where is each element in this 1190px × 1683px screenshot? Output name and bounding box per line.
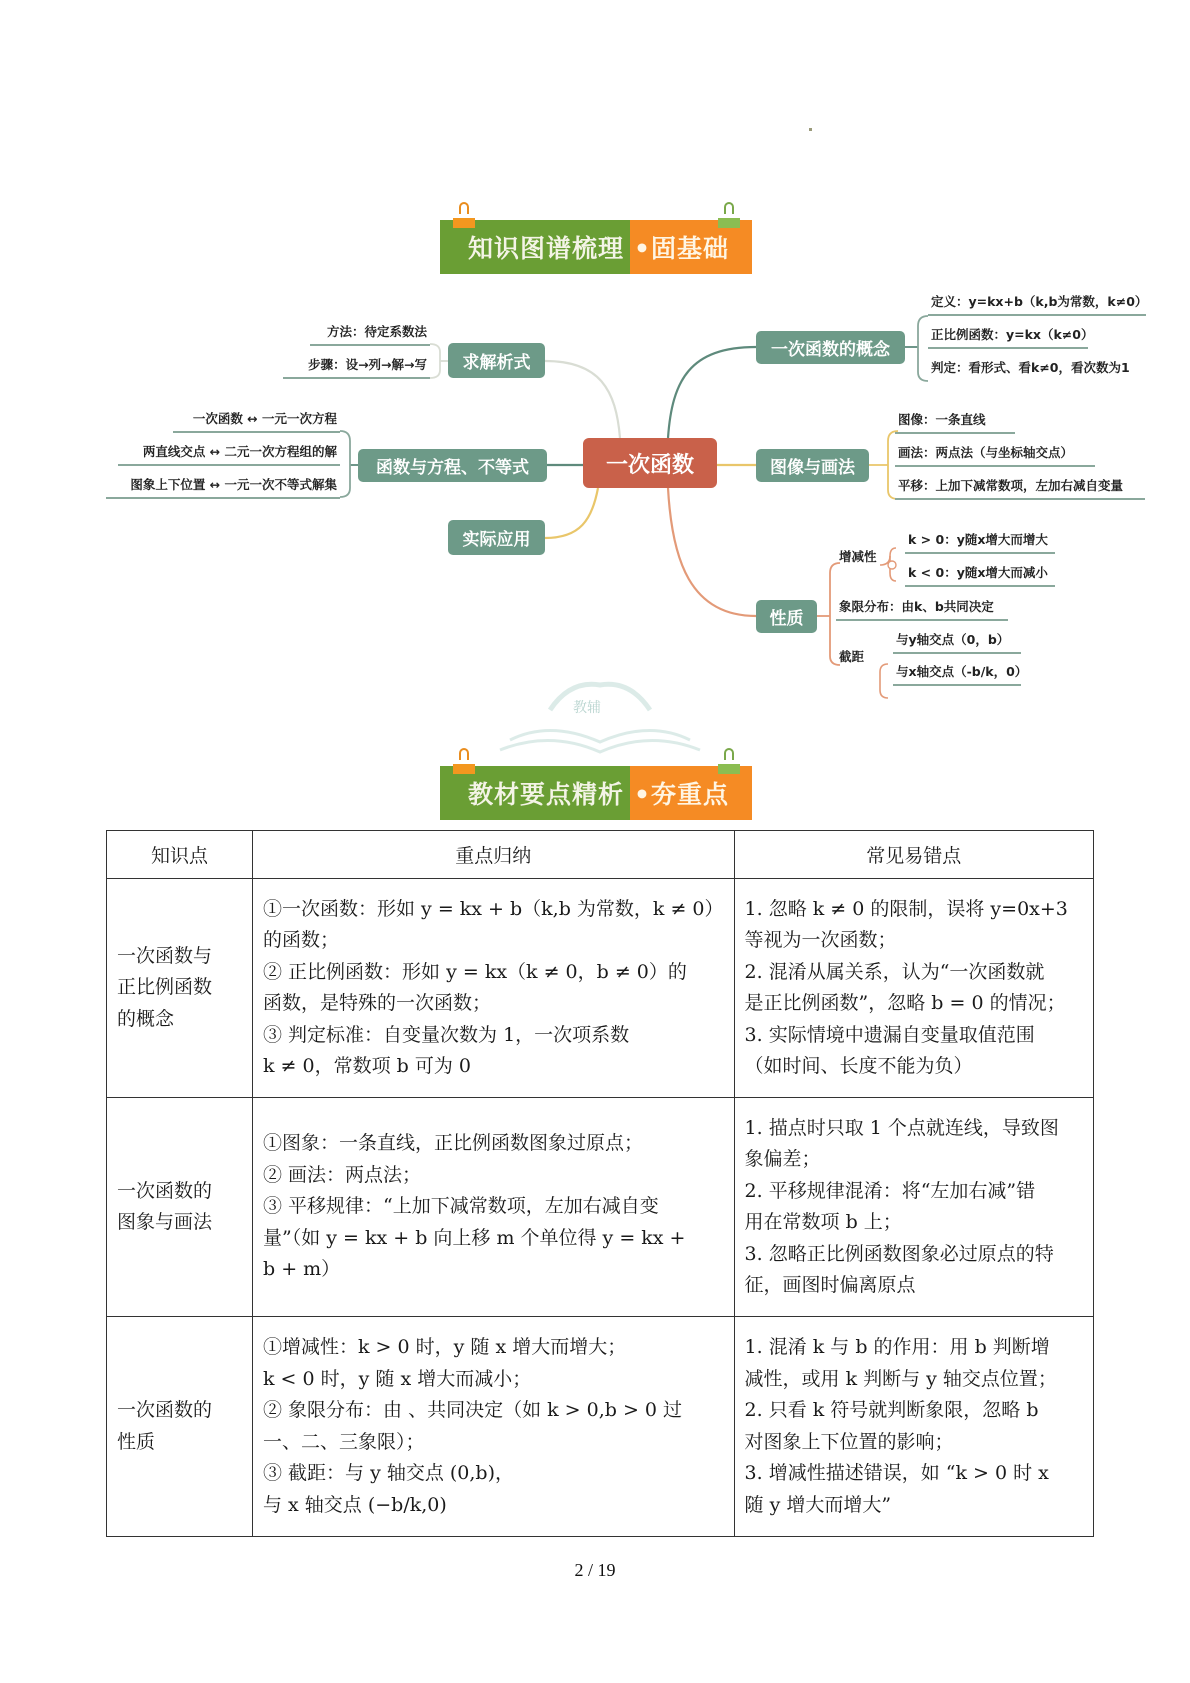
header-topic: 知识点: [107, 831, 253, 879]
mindmap-leaf-steps: 步骤：设→列→解→写: [283, 355, 430, 379]
mindmap-leaf-translation: 平移：上加下减常数项，左加右减自变量: [895, 476, 1145, 500]
mindmap-node-properties: 性质: [756, 600, 817, 633]
row-mistakes: 1. 忽略 k ≠ 0 的限制，误将 y=0x+3 等视为一次函数； 2. 混淆从属关系，认为“一次函数就 是正比例函数”，忽略 b = 0 的情况； 3. 实际情境中遗漏自变量取值范围 （如时间、长度不能为负）: [734, 879, 1093, 1098]
mindmap-node-graph-drawing: 图像与画法: [756, 449, 869, 482]
mindmap-node-equations-inequalities: 函数与方程、不等式: [358, 449, 547, 482]
header-summary: 重点归纳: [253, 831, 735, 879]
watermark-book-icon: [490, 680, 710, 760]
table-header-row: [107, 831, 1094, 879]
mindmap-node-find-expression: 求解析式: [448, 343, 545, 378]
banner-main-label: 知识图谱梳理: [440, 220, 630, 274]
section-banner-textbook-points: [440, 766, 752, 820]
mindmap-leaf-x-intercept: 与x轴交点（-b/k，0）: [893, 662, 1021, 686]
banner-sub-label: •固基础: [630, 220, 752, 274]
mindmap-leaf-position-inequality: 图象上下位置 ↔ 一元一次不等式解集: [106, 475, 340, 499]
mindmap-leaf-k-negative: k < 0：y随x增大而减小: [905, 563, 1055, 587]
row-summary: ①图象：一条直线，正比例函数图象过原点； ② 画法：两点法； ③ 平移规律：“上加下减常数项，左加右减自变 量”（如 y = kx + b 向上移 m 个单位得 y = kx + b + m）: [253, 1098, 735, 1317]
watermark-text: 教辅: [573, 700, 601, 716]
binder-clip-icon: [453, 758, 475, 774]
mindmap-leaf-k-positive: k > 0：y随x增大而增大: [905, 530, 1055, 554]
mindmap-leaf-proportional: 正比例函数：y=kx（k≠0）: [928, 325, 1088, 349]
table-row: [107, 879, 1094, 1098]
mindmap-leaf-drawing-method: 画法：两点法（与坐标轴交点）: [895, 443, 1095, 467]
row-mistakes: 1. 描点时只取 1 个点就连线，导致图 象偏差； 2. 平移规律混淆：将“左加右减”错 用在常数项 b 上； 3. 忽略正比例函数图象必过原点的特 征，画图时偏离原点: [734, 1098, 1093, 1317]
mindmap-leaf-criteria: 判定：看形式、看k≠0，看次数为1: [931, 360, 1130, 375]
mindmap-group-intercept: 截距: [839, 649, 865, 664]
binder-clip-icon: [718, 758, 740, 774]
page-number: 2 / 19: [574, 1560, 616, 1580]
knowledge-table: [106, 830, 1094, 1537]
row-mistakes: 1. 混淆 k 与 b 的作用：用 b 判断增 减性，或用 k 判断与 y 轴交点位置； 2. 只看 k 符号就判断象限，忽略 b 对图象上下位置的影响； 3. 增减性描述错误，如 “k > 0 时 x 随 y 增大而增大”: [734, 1317, 1093, 1537]
banner-sub-label: •夯重点: [630, 766, 752, 820]
row-topic: 一次函数的 图象与画法: [107, 1098, 253, 1317]
mindmap-leaf-graph: 图像：一条直线: [895, 410, 1015, 434]
mindmap-leaf-intersection-system: 两直线交点 ↔ 二元一次方程组的解: [118, 442, 340, 466]
row-summary: ①增减性：k > 0 时，y 随 x 增大而增大； k < 0 时，y 随 x 增大而减小； ② 象限分布：由 、共同决定（如 k > 0,b > 0 过 一、二、三象限）； ③ 截距：与 y 轴交点 (0,b)， 与 x 轴交点 (−b/k,0): [253, 1317, 735, 1537]
mindmap-leaf-quadrants: 象限分布：由k、b共同决定: [836, 597, 1008, 621]
row-summary: ①一次函数：形如 y = kx + b（k,b 为常数，k ≠ 0） 的函数； ② 正比例函数：形如 y = kx（k ≠ 0，b ≠ 0）的 函数，是特殊的一次函数； ③ 判定标准：自变量次数为 1，一次项系数 k ≠ 0，常数项 b 可为 0: [253, 879, 735, 1098]
table-row: [107, 1098, 1094, 1317]
mindmap-leaf-function-equation: 一次函数 ↔ 一元一次方程: [173, 409, 340, 433]
mindmap-leaf-definition: 定义：y=kx+b（k,b为常数，k≠0）: [928, 292, 1146, 316]
row-topic: 一次函数与 正比例函数 的概念: [107, 879, 253, 1098]
mindmap-leaf-method: 方法：待定系数法: [310, 322, 430, 346]
mindmap-node-applications: 实际应用: [448, 520, 545, 555]
header-mistakes: 常见易错点: [734, 831, 1093, 879]
mindmap-node-concept: 一次函数的概念: [756, 331, 905, 364]
row-topic: 一次函数的 性质: [107, 1317, 253, 1537]
mindmap-center-node: 一次函数: [583, 438, 717, 488]
mindmap-leaf-y-intercept: 与y轴交点（0，b）: [893, 630, 1021, 654]
banner-main-label: 教材要点精析: [440, 766, 630, 820]
mindmap-connectors: [0, 0, 1190, 700]
mindmap-group-monotonicity: 增减性: [839, 549, 877, 564]
table-row: [107, 1317, 1094, 1537]
